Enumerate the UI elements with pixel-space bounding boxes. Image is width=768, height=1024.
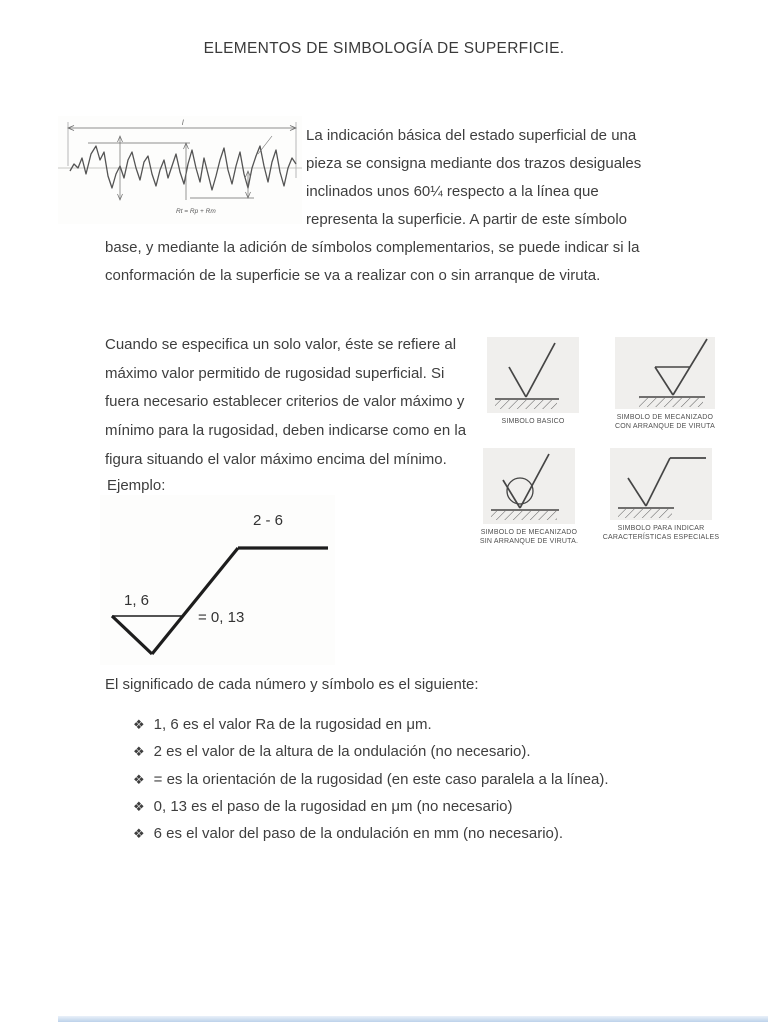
- special-characteristics-symbol-icon: [610, 448, 712, 520]
- paragraph-line: conformación de la superficie se va a realizar con o sin arranque de viruta.: [105, 267, 601, 284]
- paragraph-line: representa la superficie. A partir de este símbolo: [306, 211, 628, 228]
- diamond-bullet-icon: ❖: [133, 717, 145, 732]
- meaning-list: [133, 711, 609, 847]
- diamond-bullet-icon: ❖: [133, 744, 145, 760]
- machining-without-chip-symbol-icon: [483, 448, 575, 524]
- example-heading: Ejemplo:: [107, 477, 166, 494]
- example-top-value: 2 - 6: [253, 512, 284, 529]
- list-intro: El significado de cada número y símbolo es el siguiente:: [105, 676, 479, 693]
- paragraph-line: máximo valor permitido de rugosidad superficial. Si: [105, 364, 445, 382]
- list-item: ❖ 2 es el valor de la altura de la ondulación (no necesario).: [133, 743, 531, 761]
- symbol-caption: SIMBOLO BASICO: [501, 418, 565, 425]
- diamond-bullet-icon: ❖: [133, 798, 145, 814]
- paragraph-line: figura situando el valor máximo encima del mínimo.: [105, 450, 447, 468]
- symbol-basic-cell: [487, 337, 579, 427]
- symbol-caption: SIMBOLO DE MECANIZADO SIN ARRANQUE DE VIRUTA.: [479, 529, 579, 545]
- symbol-machining-without-chip-cell: [479, 448, 579, 546]
- basic-symbol-icon: [487, 337, 579, 413]
- example-symbol-drawing: [100, 495, 335, 665]
- machining-with-chip-symbol-icon: [615, 337, 715, 409]
- profile-length-label: l: [182, 120, 184, 127]
- profile-formula-label: Rt = Rp + Rm: [176, 208, 216, 215]
- paragraph-line: fuera necesario establecer criterios de valor máximo y: [105, 393, 465, 411]
- paragraph-line: inclinados unos 60¼ respecto a la línea que: [306, 183, 599, 200]
- list-item: ❖ 0, 13 es el paso de la rugosidad en μm (no necesario): [133, 797, 513, 815]
- intro-paragraph-full-width: [105, 234, 639, 290]
- paragraph-line: mínimo para la rugosidad, deben indicarse como en la: [105, 422, 467, 440]
- diamond-bullet-icon: ❖: [133, 771, 145, 787]
- paragraph-line: pieza se consigna mediante dos trazos desiguales: [306, 155, 642, 172]
- paragraph-line: base, y mediante la adición de símbolos complementarios, se puede indicar si la: [105, 239, 640, 256]
- roughness-profile-drawing: [58, 116, 302, 224]
- symbol-machining-with-chip-cell: [613, 337, 717, 431]
- list-item: ❖ 6 es el valor del paso de la ondulación en mm (no necesario).: [133, 825, 564, 843]
- page-title: ELEMENTOS DE SIMBOLOGÍA DE SUPERFICIE.: [203, 40, 565, 57]
- roughness-values-paragraph: [105, 331, 466, 475]
- symbol-special-characteristics-cell: [602, 448, 720, 542]
- example-symbol-figure: [100, 495, 335, 665]
- diamond-bullet-icon: ❖: [133, 826, 145, 842]
- example-left-value: 1, 6: [124, 592, 150, 609]
- paragraph-line: La indicación básica del estado superficial de una: [306, 127, 637, 144]
- paragraph-line: Cuando se especifica un solo valor, éste se refiere al: [105, 336, 457, 353]
- list-item: ❖ = es la orientación de la rugosidad (en este caso paralela a la línea).: [133, 770, 609, 788]
- intro-paragraph-right-of-figure: [306, 122, 641, 234]
- roughness-profile-figure: [58, 116, 302, 224]
- example-middle-value: = 0, 13: [198, 609, 245, 626]
- list-item: ❖ 1, 6 es el valor Ra de la rugosidad en μm.: [133, 716, 432, 733]
- symbol-caption: SIMBOLO DE MECANIZADO CON ARRANQUE DE VIRUTA: [615, 414, 715, 430]
- symbol-caption: SIMBOLO PARA INDICAR CARACTERÍSTICAS ESPECIALES: [602, 525, 720, 541]
- page-bottom-divider: [58, 1016, 768, 1022]
